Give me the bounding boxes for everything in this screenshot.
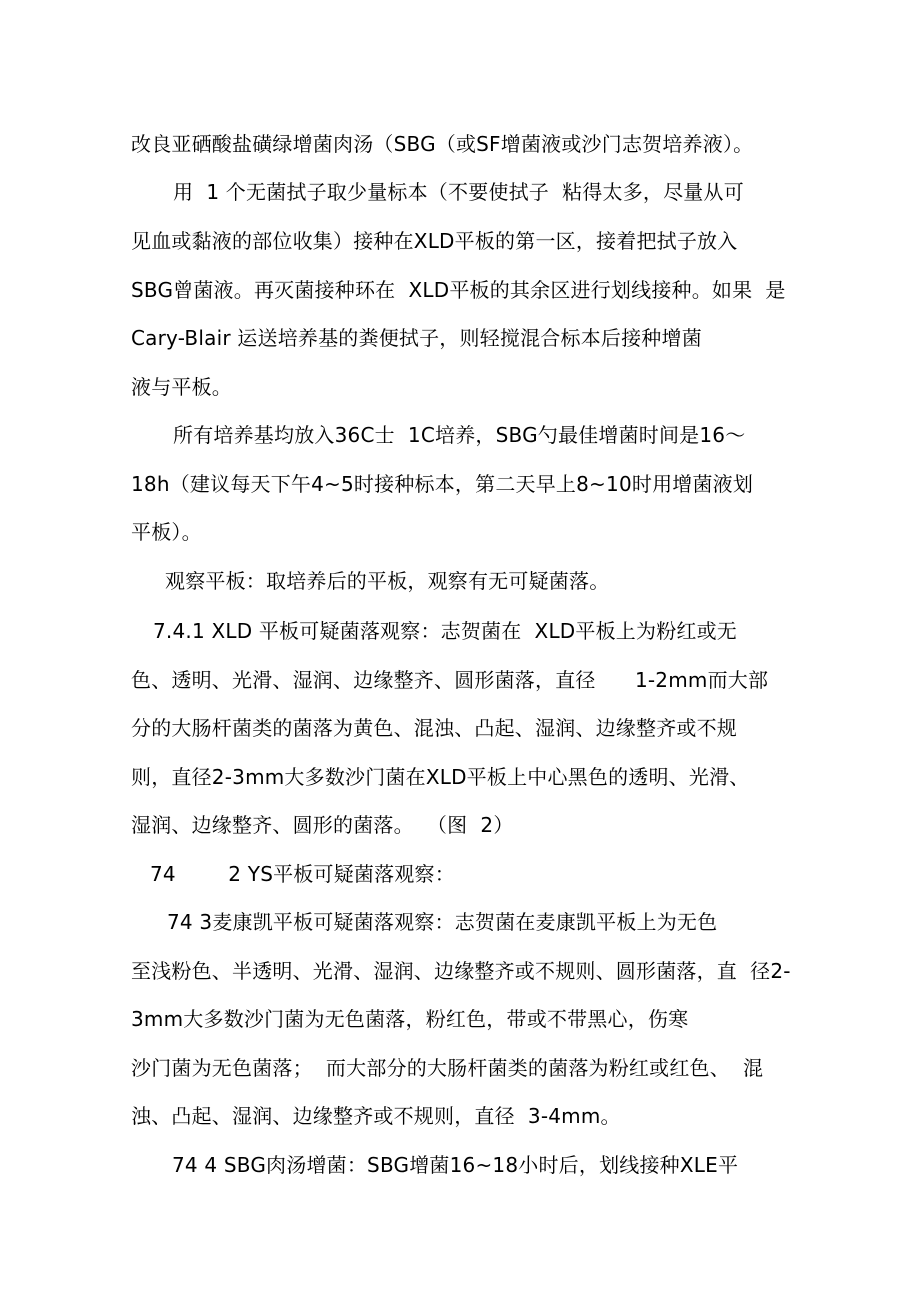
text-line-8: 18h（建议每天下午4~5时接种标本，第二天早上8~10时用增菌液划 bbox=[131, 472, 754, 496]
text-line-20: 沙门菌为无色菌落； 而大部分的大肠杆菌类的菌落为粉红或红色、 混 bbox=[131, 1056, 764, 1080]
text-line-7: 所有培养基均放入36C士 1C培养，SBG勺最佳增菌时间是16～ bbox=[173, 423, 746, 447]
text-line-3: 见血或黏液的部位收集）接种在XLD平板的第一区，接着把拭子放入 bbox=[131, 229, 738, 253]
text-line-1: 改良亚硒酸盐磺绿增菌肉汤（SBG（或SF增菌液或沙门志贺培养液）。 bbox=[131, 132, 754, 156]
text-line-15: 湿润、边缘整齐、圆形的菌落。 （图 2） bbox=[131, 813, 514, 837]
text-line-12: 色、透明、光滑、湿润、边缘整齐、圆形菌落，直径 1-2mm而大部 bbox=[131, 668, 769, 692]
text-line-11: 7.4.1 XLD 平板可疑菌落观察：志贺菌在 XLD平板上为粉红或无 bbox=[153, 619, 738, 643]
text-line-5: Cary-Blair 运送培养基的粪便拭子，则轻搅混合标本后接种增菌 bbox=[131, 326, 702, 350]
text-line-19: 3mm大多数沙门菌为无色菌落，粉红色，带或不带黑心，伤寒 bbox=[131, 1007, 689, 1031]
text-line-21: 浊、凸起、湿润、边缘整齐或不规则，直径 3-4mm。 bbox=[131, 1104, 621, 1128]
text-line-17: 74 3麦康凯平板可疑菌落观察：志贺菌在麦康凯平板上为无色 bbox=[167, 910, 718, 934]
text-line-13: 分的大肠杆菌类的菌落为黄色、混浊、凸起、湿润、边缘整齐或不规 bbox=[131, 716, 737, 740]
text-line-6: 液与平板。 bbox=[131, 375, 232, 399]
text-line-9: 平板）。 bbox=[131, 520, 202, 544]
text-line-14: 则，直径2-3mm大多数沙门菌在XLD平板上中心黑色的透明、光滑、 bbox=[131, 765, 750, 789]
text-line-4: SBG曾菌液。再灭菌接种环在 XLD平板的其余区进行划线接种。如果 是 bbox=[131, 278, 786, 302]
text-line-18: 至浅粉色、半透明、光滑、湿润、边缘整齐或不规则、圆形菌落，直 径2- bbox=[131, 959, 791, 983]
text-line-22: 74 4 SBG肉汤增菌：SBG增菌16~18小时后，划线接种XLE平 bbox=[172, 1153, 739, 1177]
text-line-2: 用 1 个无菌拭子取少量标本（不要使拭子 粘得太多，尽量从可 bbox=[173, 180, 744, 204]
text-line-16: 74 2 YS平板可疑菌落观察： bbox=[150, 862, 455, 886]
text-line-10: 观察平板：取培养后的平板，观察有无可疑菌落。 bbox=[165, 569, 610, 593]
